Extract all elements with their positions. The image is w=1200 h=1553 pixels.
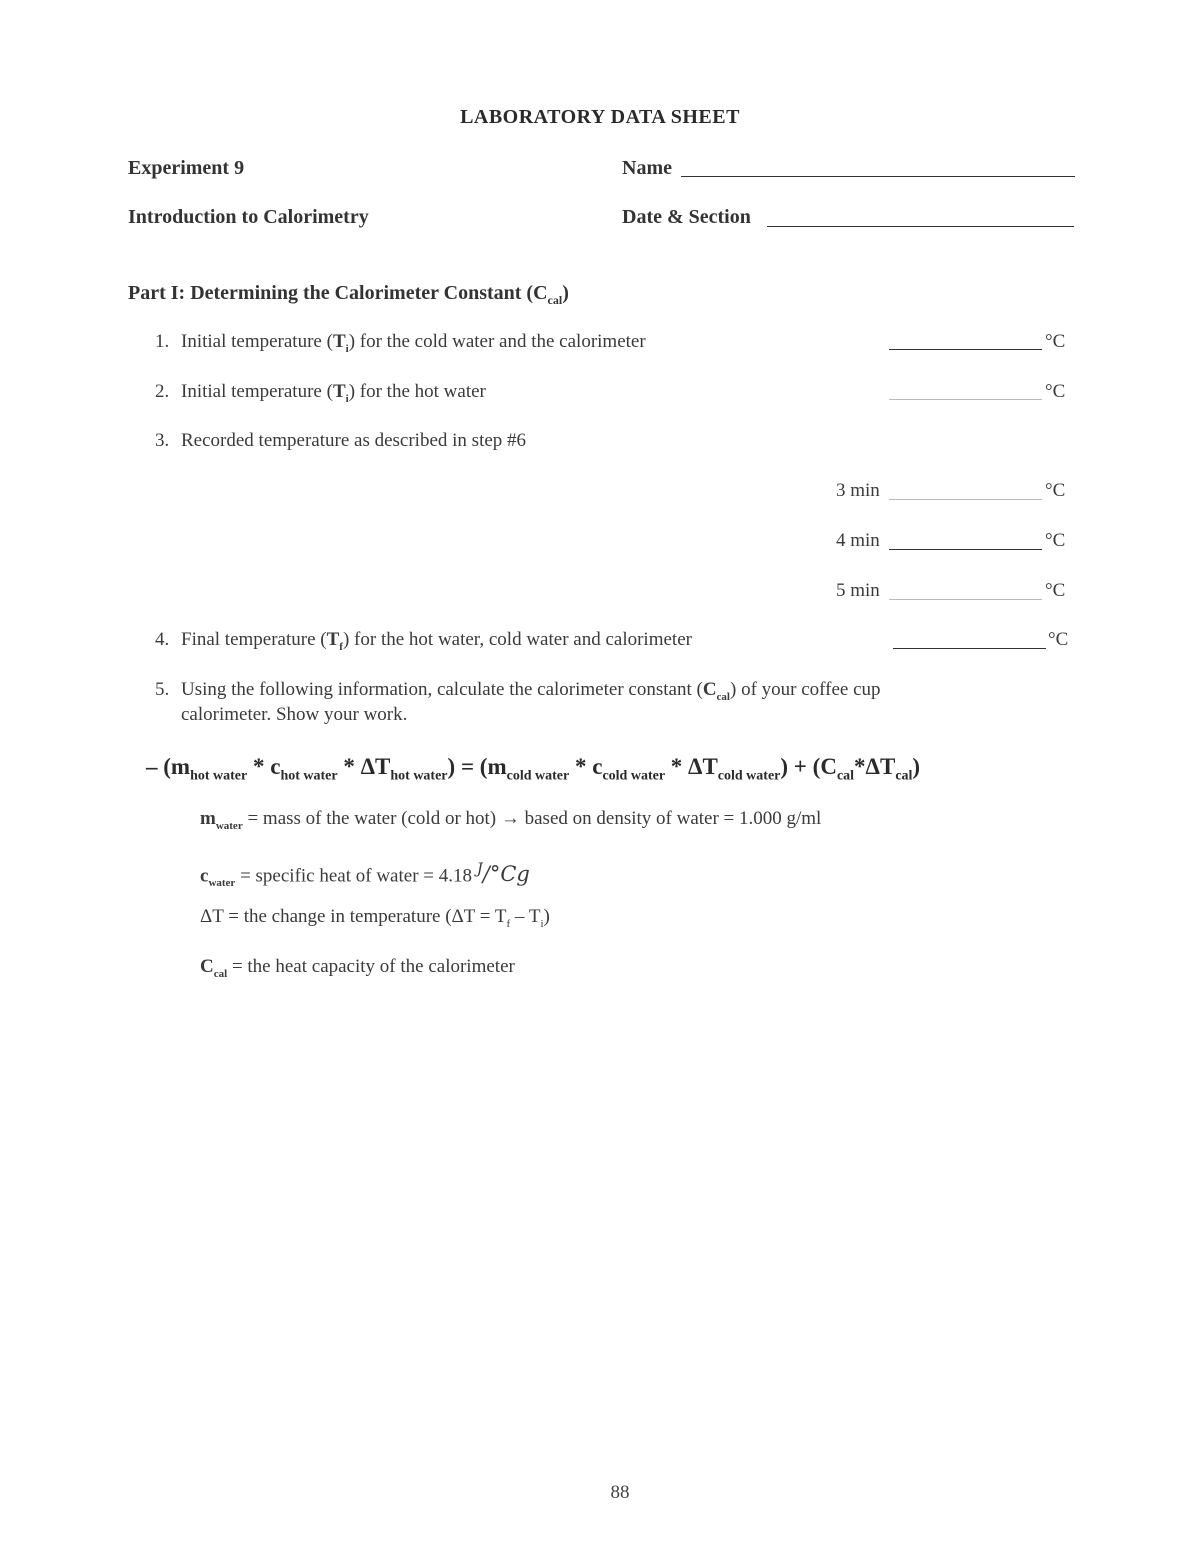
item-4-answer-field[interactable] [893, 648, 1046, 649]
item-1-unit: °C [1045, 331, 1066, 352]
item-1: 1. Initial temperature $(T_i)$ for the cold water and the calorimeter [155, 331, 646, 355]
item-2-unit: °C [1045, 381, 1066, 402]
name-field[interactable] [681, 176, 1075, 177]
page-number: 88 [610, 1482, 630, 1503]
time-4min-label: 4 min [836, 530, 880, 551]
experiment-number: Experiment 9 [128, 157, 245, 179]
definition-delta-t: ΔT = the change in temperature $(\Delta T = T_f - T_i)$ [200, 906, 550, 930]
time-3min-field[interactable] [889, 499, 1042, 500]
date-section-field[interactable] [767, 226, 1074, 227]
page-title: LABORATORY DATA SHEET [460, 106, 740, 128]
date-section-label: Date & Section [622, 206, 751, 228]
calorimetry-equation: – $(m_{hot water} * c_{hot water} * \Delta T_{hot water}) = (m_{cold water} * c_{cold water} * \Delta T_{cold water}) + (C_{cal}*\Delta T_{cal})$ [146, 754, 921, 784]
item-5: 5. Using the following information, calculate the calorimeter constant $(C_{cal})$ of your coffee cup [155, 679, 881, 703]
time-3min-unit: °C [1045, 480, 1066, 501]
item-3: 3. Recorded temperature as described in step #6 [155, 430, 527, 451]
time-4min-unit: °C [1045, 530, 1066, 551]
definition-calorimeter-capacity: $C_{cal}$ = the heat capacity of the calorimeter [200, 956, 515, 980]
name-label: Name [622, 157, 672, 179]
item-4-unit: °C [1048, 629, 1069, 650]
part1-heading: Part I: Determining the Calorimeter Constant $(C_{cal})$ [128, 282, 569, 307]
time-5min-unit: °C [1045, 580, 1066, 601]
time-5min-field[interactable] [889, 599, 1042, 600]
time-3min-label: 3 min [836, 480, 880, 501]
time-4min-field[interactable] [889, 549, 1042, 550]
item-4: 4. Final temperature $(T_f)$ for the hot water, cold water and calorimeter [155, 629, 692, 653]
experiment-title: Introduction to Calorimetry [128, 206, 369, 228]
item-5-line-2: calorimeter. Show your work. [181, 704, 408, 725]
item-2-answer-field[interactable] [889, 399, 1042, 400]
definition-mass: $m_{water}$ = mass of the water (cold or hot) → based on density of water = 1.000 g/ml [200, 808, 822, 832]
item-2: 2. Initial temperature $(T_i)$ for the hot water [155, 381, 486, 405]
time-5min-label: 5 min [836, 580, 880, 601]
item-1-answer-field[interactable] [889, 349, 1042, 350]
definition-specific-heat: $c_{water}$ = specific heat of water = 4.18 $^J$/°Cg [200, 860, 530, 890]
